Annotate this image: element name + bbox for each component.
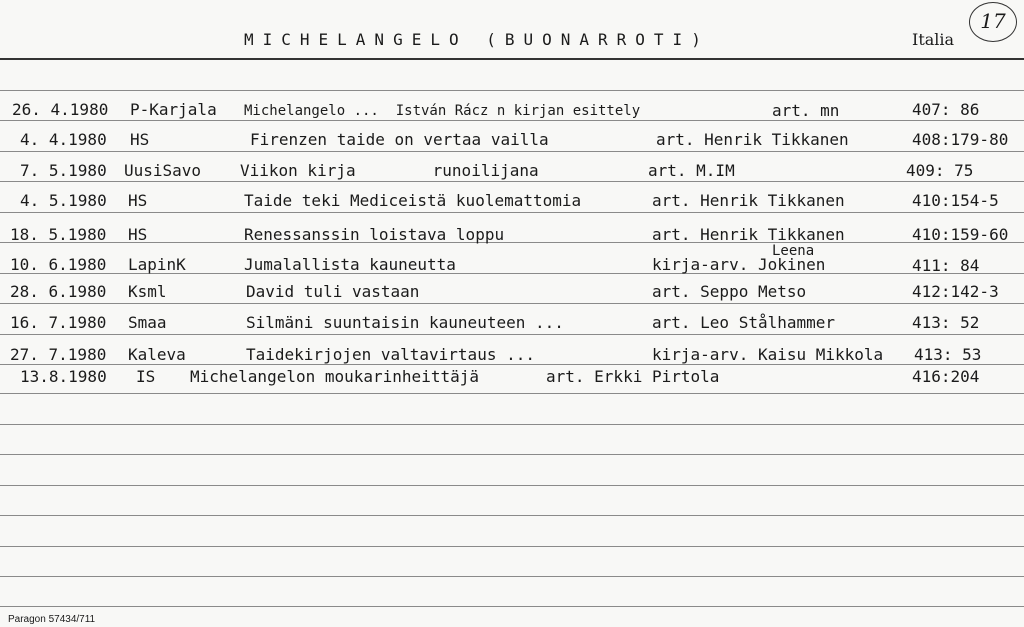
entry-note: kirja-arv. Kaisu Mikkola	[652, 345, 884, 364]
entry-date: 28. 6.1980	[10, 282, 107, 301]
rule-line	[0, 334, 1024, 335]
entry-date: 10. 6.1980	[10, 255, 107, 274]
rule-line	[0, 546, 1024, 547]
rule-line	[0, 485, 1024, 486]
entry-ref: 408:179-80	[912, 130, 1009, 149]
entry-paper: Kaleva	[128, 345, 186, 364]
entry-date: 7. 5.1980	[20, 161, 107, 180]
entry-paper: Ksml	[128, 282, 167, 301]
entry-title: Taidekirjojen valtavirtaus ...	[246, 345, 535, 364]
entry-note: art. Henrik Tikkanen	[652, 225, 845, 244]
entry-note: art. Erkki Pirtola	[546, 367, 720, 386]
entry-note: art. Henrik Tikkanen	[652, 191, 845, 210]
entry-title: Viikon kirja runoilijana	[240, 161, 539, 180]
entry-date: 27. 7.1980	[10, 345, 107, 364]
entry-paper: IS	[136, 367, 156, 386]
entry-title: Michelangelo ... István Rácz n kirjan esittely	[244, 103, 641, 119]
entry-ref: 409: 75	[906, 161, 974, 180]
rule-line	[0, 303, 1024, 304]
entry-paper: Smaa	[128, 313, 167, 332]
entry-title: Silmäni suuntaisin kauneuteen ...	[246, 313, 564, 332]
entry-paper: P-Karjala	[130, 100, 217, 119]
country-label: Italia	[912, 30, 955, 49]
entry-paper: HS	[128, 191, 148, 210]
rule-line	[0, 515, 1024, 516]
entry-ref: 412:142-3	[912, 282, 999, 301]
card-number-circle	[969, 2, 1017, 42]
rule-line	[0, 424, 1024, 425]
entry-note: art. mn	[772, 101, 840, 120]
entry-title: Jumalallista kauneutta	[244, 255, 456, 274]
rule-line	[0, 151, 1024, 152]
entry-ref: 410:154-5	[912, 191, 999, 210]
entry-paper: HS	[130, 130, 150, 149]
rule-line	[0, 90, 1024, 91]
entry-date: 4. 5.1980	[20, 191, 107, 210]
entry-title: Firenzen taide on vertaa vailla	[250, 130, 549, 149]
entry-paper: LapinK	[128, 255, 186, 274]
entry-date: 16. 7.1980	[10, 313, 107, 332]
rule-line	[0, 364, 1024, 365]
rule-line	[0, 120, 1024, 121]
entry-date: 4. 4.1980	[20, 130, 107, 149]
entry-date: 13.8.1980	[20, 367, 107, 386]
rule-line	[0, 606, 1024, 607]
rule-line	[0, 576, 1024, 577]
entry-ref: 413: 53	[914, 345, 982, 364]
entry-title: Michelangelon moukarinheittäjä	[190, 367, 479, 386]
entry-paper: UusiSavo	[124, 161, 202, 180]
entry-title: Renessanssin loistava loppu	[244, 225, 505, 244]
rule-line	[0, 393, 1024, 394]
card-number: 17	[980, 9, 1006, 33]
rule-line	[0, 242, 1024, 243]
entry-ref: 411: 84	[912, 256, 980, 275]
entry-date: 26. 4.1980	[12, 100, 109, 119]
rule-line	[0, 212, 1024, 213]
card-title: MICHELANGELO (BUONARROTI)	[244, 30, 710, 49]
entry-title: Taide teki Mediceistä kuolemattomia	[244, 191, 582, 210]
entry-note-superscript: Leena	[772, 243, 815, 259]
entry-note: kirja-arv. Jokinen	[652, 255, 826, 274]
entry-paper: HS	[128, 225, 148, 244]
entry-note: art. M.IM	[648, 161, 735, 180]
entry-ref: 407: 86	[912, 100, 980, 119]
entry-note: art. Henrik Tikkanen	[656, 130, 849, 149]
entry-title: David tuli vastaan	[246, 282, 420, 301]
rule-line	[0, 454, 1024, 455]
card-imprint: Paragon 57434/711	[8, 614, 96, 625]
entry-note: art. Leo Stålhammer	[652, 313, 836, 332]
entry-date: 18. 5.1980	[10, 225, 107, 244]
entry-ref: 410:159-60	[912, 225, 1009, 244]
header-rule	[0, 58, 1024, 60]
entry-ref: 413: 52	[912, 313, 980, 332]
rule-line	[0, 181, 1024, 182]
entry-note: art. Seppo Metso	[652, 282, 807, 301]
entry-ref: 416:204	[912, 367, 980, 386]
